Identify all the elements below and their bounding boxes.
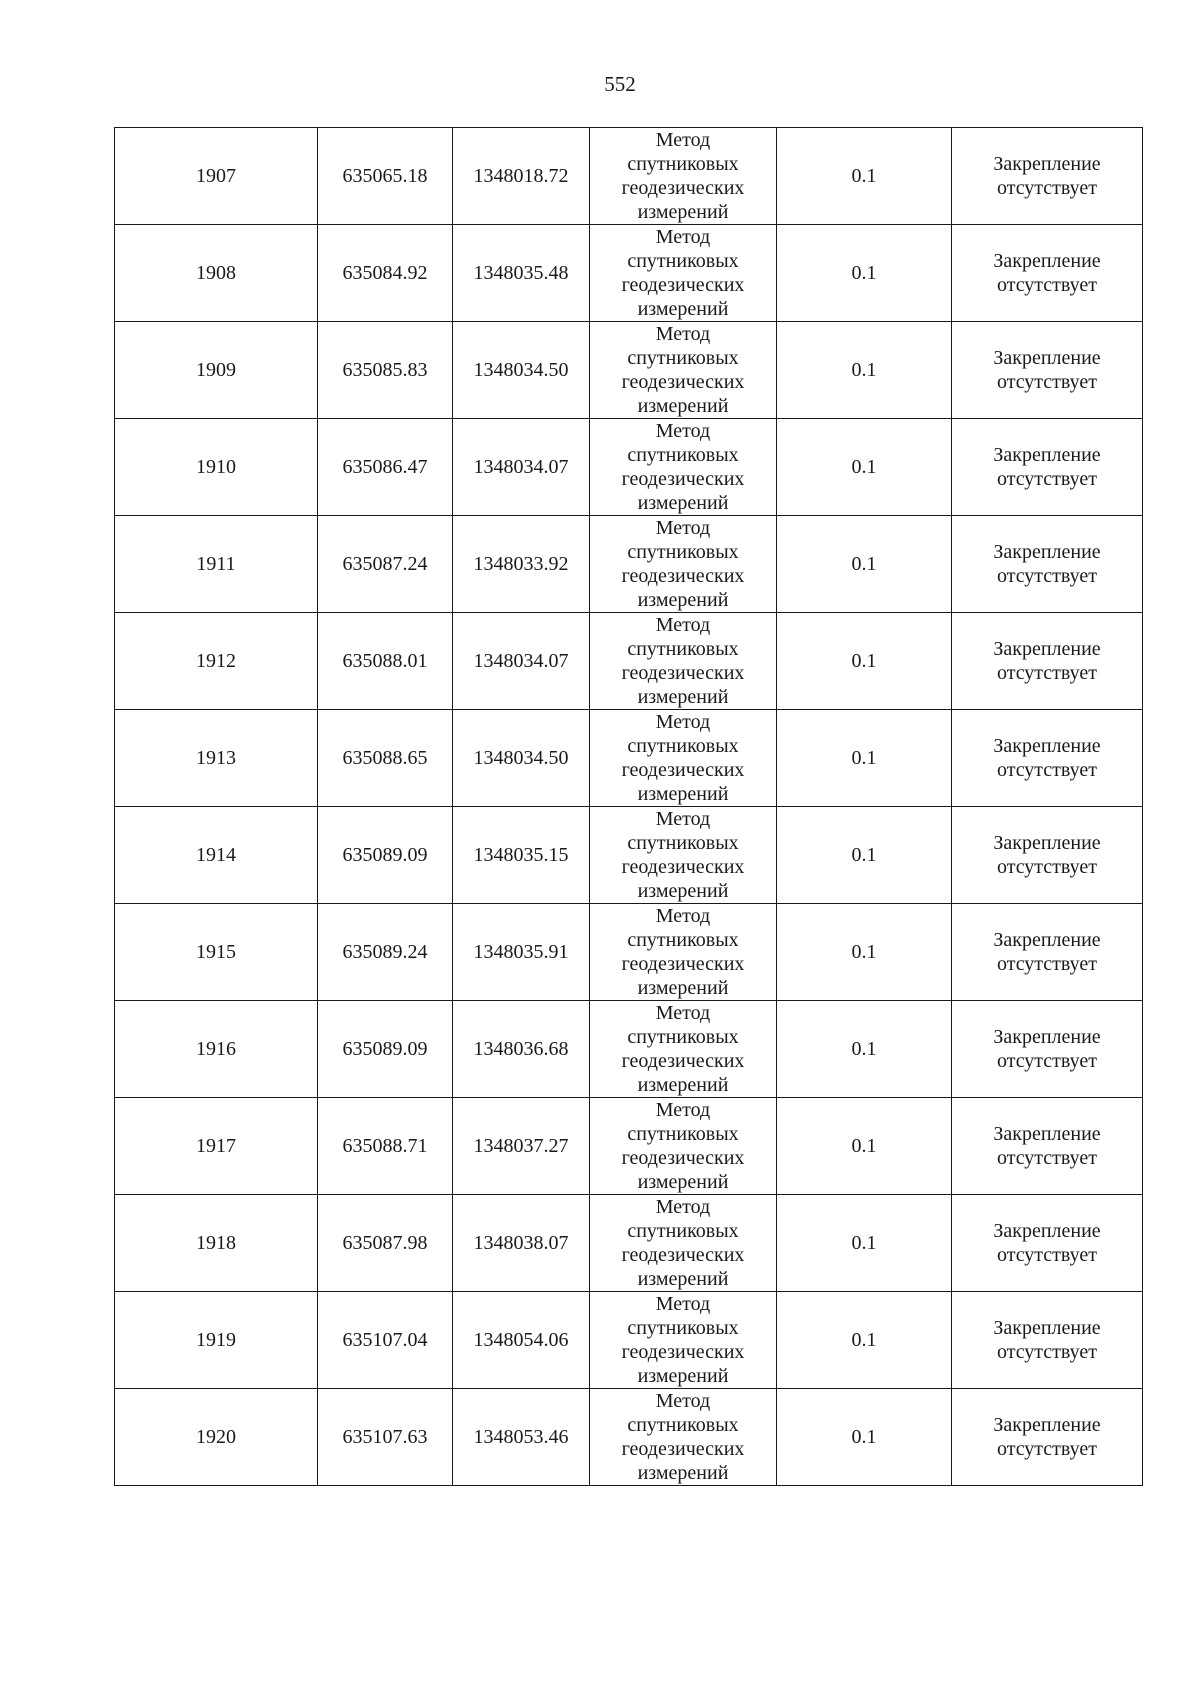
fixation-line: отсутствует	[996, 759, 1098, 781]
fixation-cell	[952, 1292, 1143, 1389]
fixation-line: Закрепление	[993, 1220, 1101, 1242]
accuracy-cell: 0.1	[777, 1292, 952, 1389]
method-line: измерений	[637, 686, 729, 708]
fixation-line: отсутствует	[996, 177, 1098, 199]
fixation-line: Закрепление	[993, 1414, 1101, 1436]
fixation-line: отсутствует	[996, 1147, 1098, 1169]
accuracy-cell: 0.1	[777, 1389, 952, 1486]
y-coordinate-cell: 1348034.07	[453, 613, 590, 710]
method-line: геодезических	[621, 565, 745, 587]
fixation-cell	[952, 1389, 1143, 1486]
point-number-cell: 1920	[115, 1389, 318, 1486]
method-line: геодезических	[621, 953, 745, 975]
method-line: геодезических	[621, 662, 745, 684]
fixation-line: Закрепление	[993, 1026, 1101, 1048]
accuracy-cell: 0.1	[777, 322, 952, 419]
fixation-line: отсутствует	[996, 274, 1098, 296]
accuracy-cell: 0.1	[777, 1195, 952, 1292]
method-line: геодезических	[621, 1050, 745, 1072]
method-cell	[590, 516, 777, 613]
table-row	[115, 904, 1143, 1001]
method-line: измерений	[637, 977, 729, 999]
method-line: геодезических	[621, 177, 745, 199]
x-coordinate-cell: 635088.71	[318, 1098, 453, 1195]
point-number-cell: 1907	[115, 128, 318, 225]
y-coordinate-cell: 1348054.06	[453, 1292, 590, 1389]
coordinates-table	[114, 127, 1143, 1486]
fixation-cell	[952, 516, 1143, 613]
method-line: спутниковых	[627, 1026, 739, 1048]
point-number-cell: 1914	[115, 807, 318, 904]
fixation-line: Закрепление	[993, 832, 1101, 854]
fixation-line: отсутствует	[996, 1341, 1098, 1363]
method-line: спутниковых	[627, 541, 739, 563]
method-line: спутниковых	[627, 1220, 739, 1242]
method-cell	[590, 1195, 777, 1292]
method-line: Метод	[655, 1196, 711, 1218]
fixation-line: Закрепление	[993, 541, 1101, 563]
method-line: Метод	[655, 420, 711, 442]
page-number: 552	[604, 72, 636, 96]
method-line: геодезических	[621, 1244, 745, 1266]
method-line: Метод	[655, 1293, 711, 1315]
method-cell	[590, 1292, 777, 1389]
fixation-cell	[952, 128, 1143, 225]
fixation-line: отсутствует	[996, 662, 1098, 684]
fixation-cell	[952, 225, 1143, 322]
method-line: Метод	[655, 808, 711, 830]
method-line: измерений	[637, 880, 729, 902]
point-number-cell: 1909	[115, 322, 318, 419]
point-number-cell: 1915	[115, 904, 318, 1001]
fixation-line: Закрепление	[993, 929, 1101, 951]
method-line: геодезических	[621, 856, 745, 878]
point-number-cell: 1910	[115, 419, 318, 516]
fixation-line: отсутствует	[996, 856, 1098, 878]
fixation-cell	[952, 419, 1143, 516]
table-body	[115, 128, 1143, 1486]
method-line: измерений	[637, 492, 729, 514]
method-line: спутниковых	[627, 444, 739, 466]
fixation-line: Закрепление	[993, 1123, 1101, 1145]
table-row	[115, 710, 1143, 807]
fixation-cell	[952, 1001, 1143, 1098]
method-cell	[590, 613, 777, 710]
method-line: спутниковых	[627, 735, 739, 757]
method-line: измерений	[637, 1074, 729, 1096]
method-cell	[590, 710, 777, 807]
y-coordinate-cell: 1348053.46	[453, 1389, 590, 1486]
fixation-line: отсутствует	[996, 1438, 1098, 1460]
y-coordinate-cell: 1348034.50	[453, 322, 590, 419]
table-row	[115, 1292, 1143, 1389]
point-number-cell: 1917	[115, 1098, 318, 1195]
fixation-line: отсутствует	[996, 1050, 1098, 1072]
method-cell	[590, 322, 777, 419]
y-coordinate-cell: 1348037.27	[453, 1098, 590, 1195]
y-coordinate-cell: 1348034.07	[453, 419, 590, 516]
table-row	[115, 1195, 1143, 1292]
fixation-cell	[952, 1098, 1143, 1195]
point-number-cell: 1918	[115, 1195, 318, 1292]
method-line: спутниковых	[627, 250, 739, 272]
y-coordinate-cell: 1348034.50	[453, 710, 590, 807]
method-line: геодезических	[621, 468, 745, 490]
fixation-line: Закрепление	[993, 638, 1101, 660]
method-line: Метод	[655, 323, 711, 345]
method-line: геодезических	[621, 1438, 745, 1460]
y-coordinate-cell: 1348035.48	[453, 225, 590, 322]
method-line: геодезических	[621, 1341, 745, 1363]
fixation-line: Закрепление	[993, 444, 1101, 466]
method-line: спутниковых	[627, 1414, 739, 1436]
fixation-line: отсутствует	[996, 468, 1098, 490]
x-coordinate-cell: 635089.09	[318, 807, 453, 904]
method-cell	[590, 128, 777, 225]
table-row	[115, 322, 1143, 419]
method-line: Метод	[655, 129, 711, 151]
point-number-cell: 1919	[115, 1292, 318, 1389]
method-cell	[590, 225, 777, 322]
table-row	[115, 1389, 1143, 1486]
accuracy-cell: 0.1	[777, 710, 952, 807]
x-coordinate-cell: 635084.92	[318, 225, 453, 322]
x-coordinate-cell: 635088.01	[318, 613, 453, 710]
fixation-line: отсутствует	[996, 371, 1098, 393]
table-row	[115, 128, 1143, 225]
fixation-line: отсутствует	[996, 953, 1098, 975]
point-number-cell: 1911	[115, 516, 318, 613]
accuracy-cell: 0.1	[777, 807, 952, 904]
x-coordinate-cell: 635087.24	[318, 516, 453, 613]
point-number-cell: 1908	[115, 225, 318, 322]
method-line: Метод	[655, 226, 711, 248]
method-line: измерений	[637, 201, 729, 223]
fixation-cell	[952, 710, 1143, 807]
y-coordinate-cell: 1348038.07	[453, 1195, 590, 1292]
method-cell	[590, 1001, 777, 1098]
fixation-line: Закрепление	[993, 250, 1101, 272]
x-coordinate-cell: 635089.24	[318, 904, 453, 1001]
method-line: Метод	[655, 1390, 711, 1412]
method-line: Метод	[655, 614, 711, 636]
point-number-cell: 1912	[115, 613, 318, 710]
method-line: измерений	[637, 1462, 729, 1484]
method-line: Метод	[655, 1099, 711, 1121]
table-row	[115, 613, 1143, 710]
table-row	[115, 1098, 1143, 1195]
fixation-line: отсутствует	[996, 565, 1098, 587]
fixation-cell	[952, 904, 1143, 1001]
fixation-cell	[952, 613, 1143, 710]
y-coordinate-cell: 1348035.15	[453, 807, 590, 904]
fixation-line: Закрепление	[993, 1317, 1101, 1339]
method-line: измерений	[637, 1171, 729, 1193]
method-line: Метод	[655, 905, 711, 927]
x-coordinate-cell: 635107.63	[318, 1389, 453, 1486]
accuracy-cell: 0.1	[777, 225, 952, 322]
method-line: Метод	[655, 517, 711, 539]
method-line: спутниковых	[627, 153, 739, 175]
fixation-line: Закрепление	[993, 735, 1101, 757]
fixation-line: Закрепление	[993, 347, 1101, 369]
method-line: измерений	[637, 298, 729, 320]
point-number-cell: 1913	[115, 710, 318, 807]
y-coordinate-cell: 1348018.72	[453, 128, 590, 225]
method-line: геодезических	[621, 1147, 745, 1169]
method-line: измерений	[637, 395, 729, 417]
method-line: измерений	[637, 1365, 729, 1387]
method-cell	[590, 904, 777, 1001]
x-coordinate-cell: 635065.18	[318, 128, 453, 225]
table-row	[115, 807, 1143, 904]
y-coordinate-cell: 1348035.91	[453, 904, 590, 1001]
method-line: спутниковых	[627, 1123, 739, 1145]
accuracy-cell: 0.1	[777, 516, 952, 613]
accuracy-cell: 0.1	[777, 1098, 952, 1195]
method-line: спутниковых	[627, 832, 739, 854]
method-line: спутниковых	[627, 638, 739, 660]
method-line: измерений	[637, 783, 729, 805]
fixation-cell	[952, 807, 1143, 904]
fixation-line: Закрепление	[993, 153, 1101, 175]
fixation-line: отсутствует	[996, 1244, 1098, 1266]
accuracy-cell: 0.1	[777, 613, 952, 710]
accuracy-cell: 0.1	[777, 904, 952, 1001]
method-cell	[590, 1098, 777, 1195]
x-coordinate-cell: 635089.09	[318, 1001, 453, 1098]
table-row	[115, 225, 1143, 322]
table-row	[115, 516, 1143, 613]
method-line: геодезических	[621, 759, 745, 781]
x-coordinate-cell: 635086.47	[318, 419, 453, 516]
method-line: спутниковых	[627, 1317, 739, 1339]
method-cell	[590, 807, 777, 904]
accuracy-cell: 0.1	[777, 419, 952, 516]
method-line: геодезических	[621, 371, 745, 393]
method-line: спутниковых	[627, 929, 739, 951]
x-coordinate-cell: 635085.83	[318, 322, 453, 419]
fixation-cell	[952, 1195, 1143, 1292]
method-line: геодезических	[621, 274, 745, 296]
x-coordinate-cell: 635087.98	[318, 1195, 453, 1292]
table-row	[115, 419, 1143, 516]
method-line: спутниковых	[627, 347, 739, 369]
y-coordinate-cell: 1348033.92	[453, 516, 590, 613]
method-line: измерений	[637, 1268, 729, 1290]
point-number-cell: 1916	[115, 1001, 318, 1098]
y-coordinate-cell: 1348036.68	[453, 1001, 590, 1098]
x-coordinate-cell: 635107.04	[318, 1292, 453, 1389]
method-line: Метод	[655, 1002, 711, 1024]
fixation-cell	[952, 322, 1143, 419]
table-row	[115, 1001, 1143, 1098]
method-line: измерений	[637, 589, 729, 611]
method-cell	[590, 1389, 777, 1486]
method-cell	[590, 419, 777, 516]
method-line: Метод	[655, 711, 711, 733]
accuracy-cell: 0.1	[777, 1001, 952, 1098]
x-coordinate-cell: 635088.65	[318, 710, 453, 807]
accuracy-cell: 0.1	[777, 128, 952, 225]
